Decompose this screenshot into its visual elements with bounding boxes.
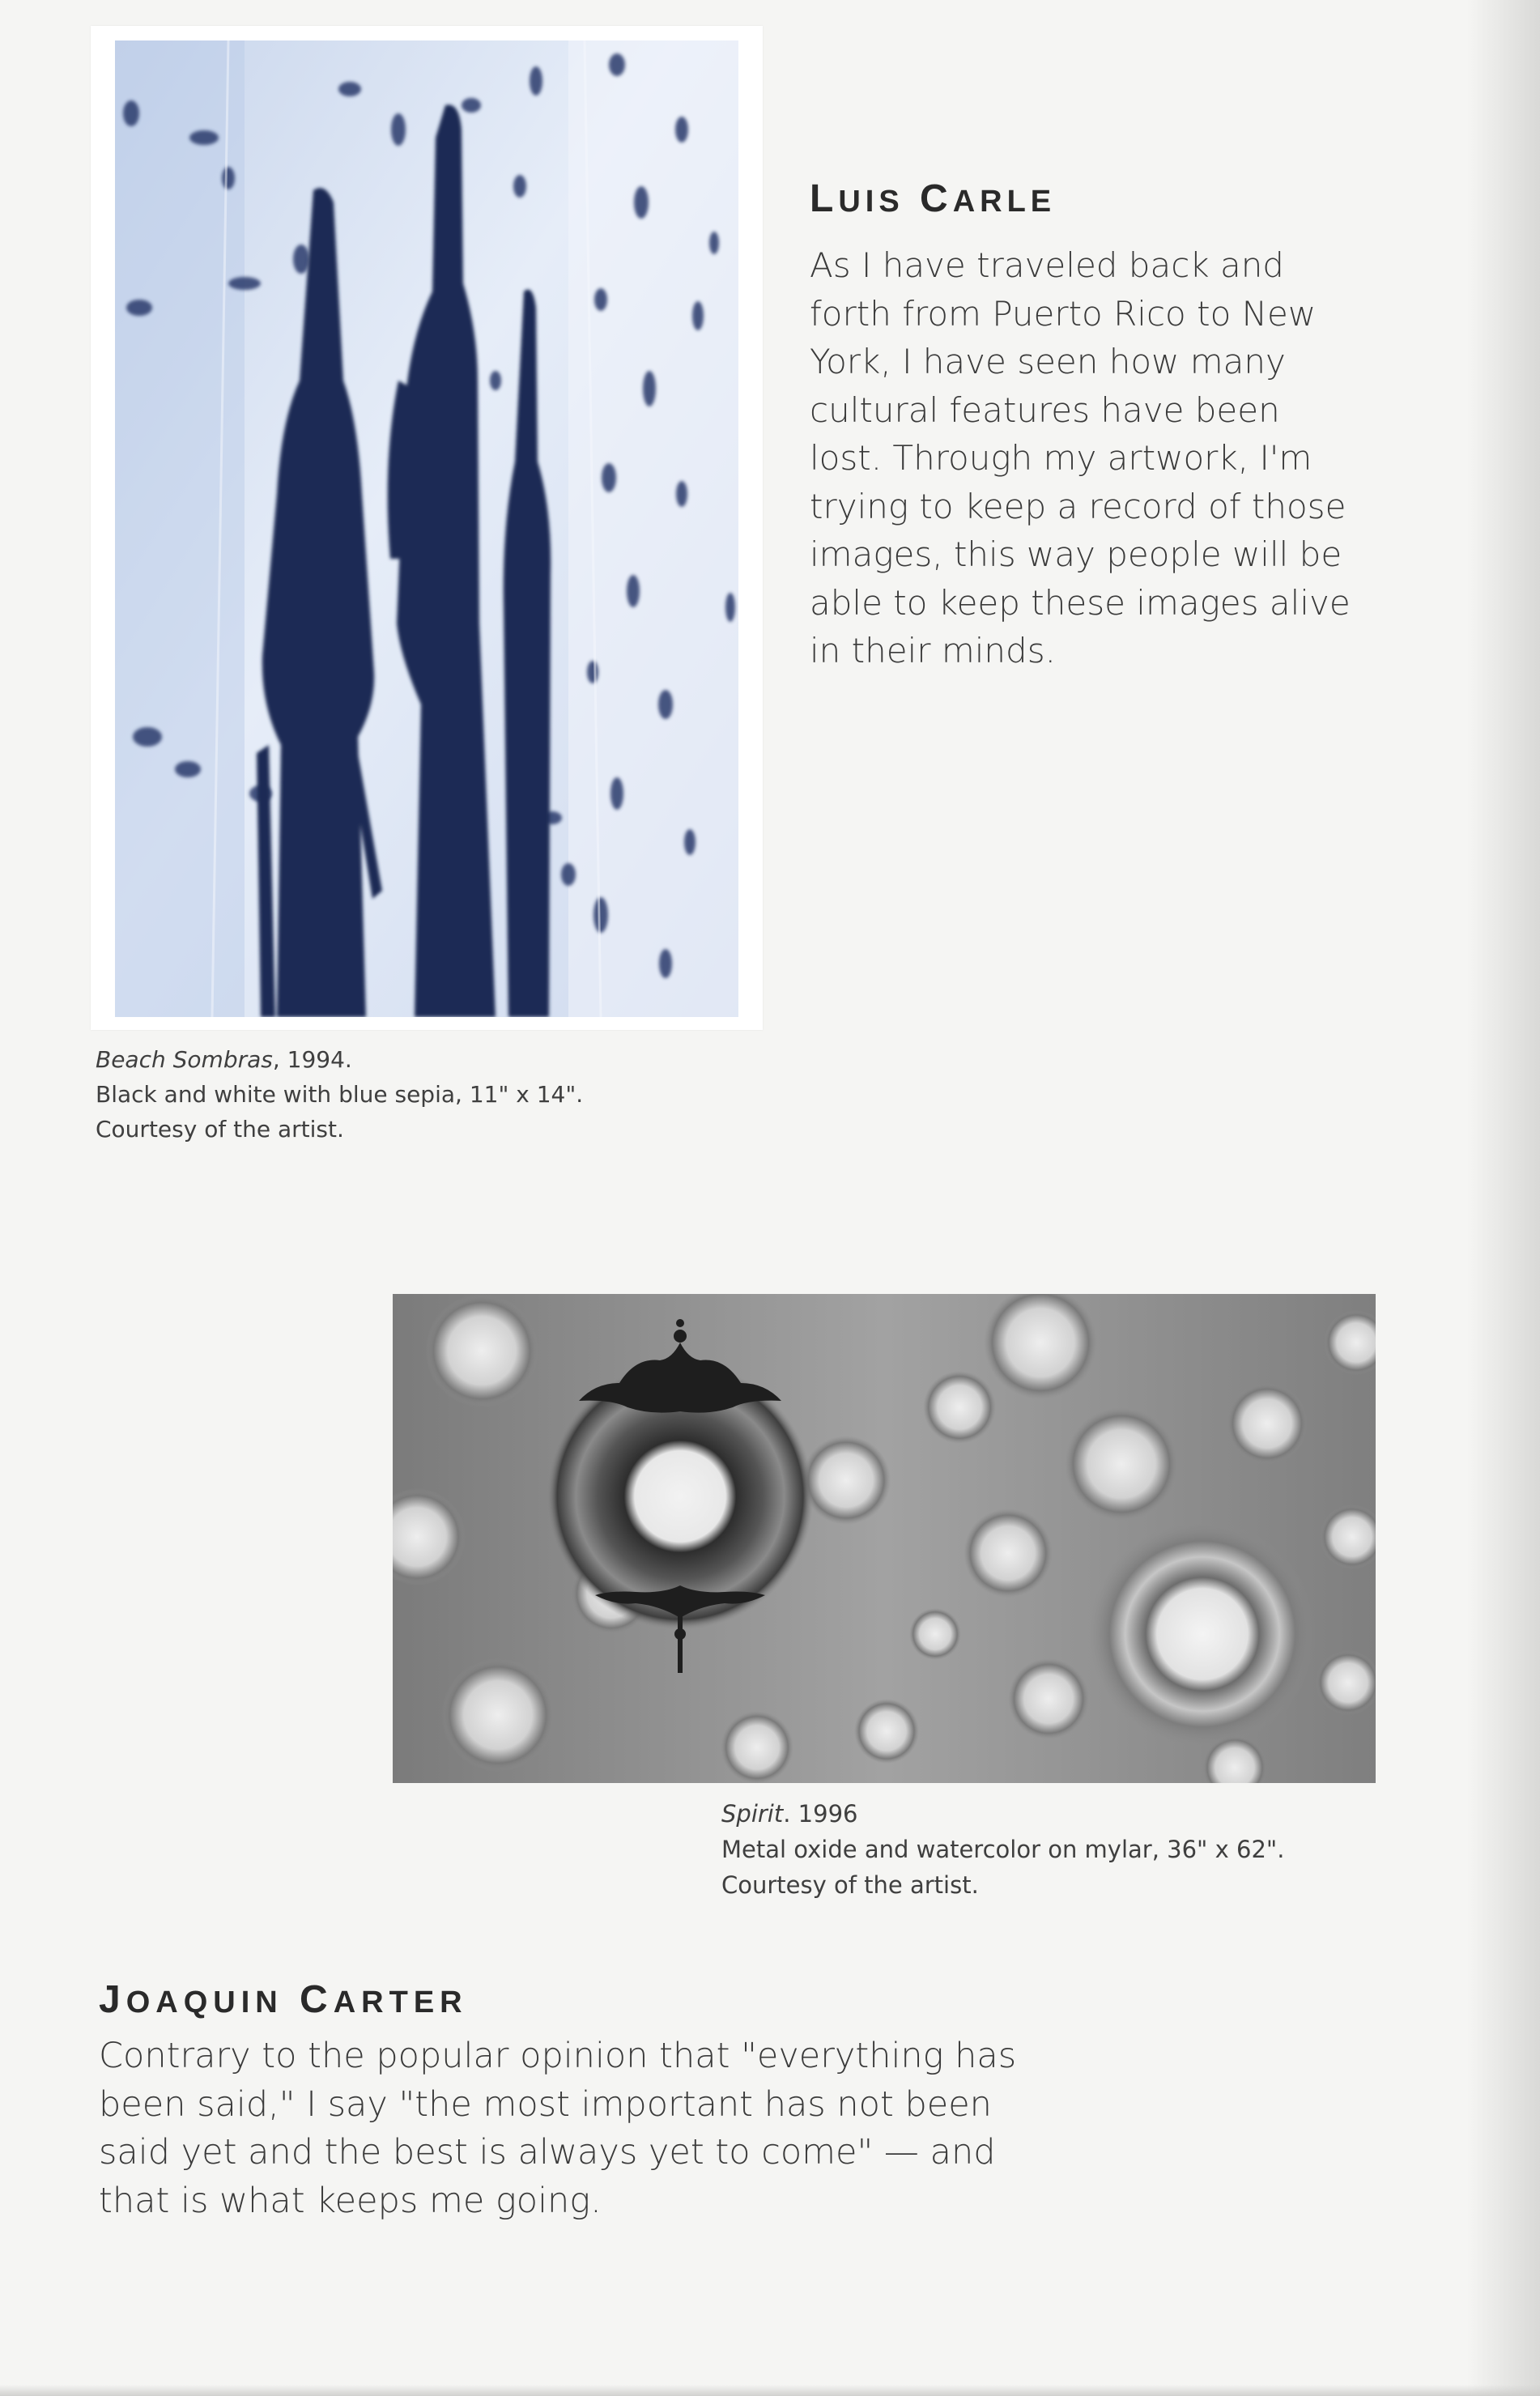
artwork-spirit bbox=[393, 1294, 1376, 1783]
artist-name-luis-carle: LUIS CARLE bbox=[810, 177, 1057, 220]
artwork-medium: Black and white with blue sepia, 11" x 14". bbox=[96, 1081, 584, 1108]
caption-spirit bbox=[721, 1796, 1284, 1903]
artwork-year: , 1994. bbox=[272, 1046, 352, 1073]
artwork-title: Spirit bbox=[721, 1800, 784, 1828]
artist-name-joaquin-carter: JOAQUIN CARTER bbox=[99, 1978, 468, 2021]
artwork-beach-sombras bbox=[91, 26, 763, 1030]
artwork-year: . 1996 bbox=[783, 1800, 858, 1828]
page-bottom-shadow bbox=[0, 2385, 1540, 2396]
artwork-credit: Courtesy of the artist. bbox=[96, 1116, 344, 1143]
artwork-credit: Courtesy of the artist. bbox=[721, 1871, 979, 1899]
beach-shadows-image bbox=[115, 40, 738, 1017]
artist-statement-joaquin-carter: Contrary to the popular opinion that "everything has been said," I say "the most important has not been said yet and the best is always yet to come" — and that is what keeps me going. bbox=[99, 2036, 1017, 2221]
circles-painting-image bbox=[393, 1294, 1376, 1783]
artwork-medium: Metal oxide and watercolor on mylar, 36" x 62". bbox=[721, 1836, 1285, 1863]
artist-statement-luis-carle: As I have traveled back and forth from Puerto Rico to New York, I have seen how many cultural features have been lost. Through my artwork, I'm trying to keep a record of those images, this way people will be able to keep these images alive in their minds. bbox=[810, 245, 1351, 670]
caption-beach-sombras bbox=[96, 1042, 583, 1147]
caption-title-line bbox=[96, 1042, 583, 1077]
artwork-title: Beach Sombras bbox=[96, 1046, 273, 1073]
page-edge-shadow bbox=[1467, 0, 1540, 2396]
caption-title-line bbox=[721, 1796, 1284, 1832]
